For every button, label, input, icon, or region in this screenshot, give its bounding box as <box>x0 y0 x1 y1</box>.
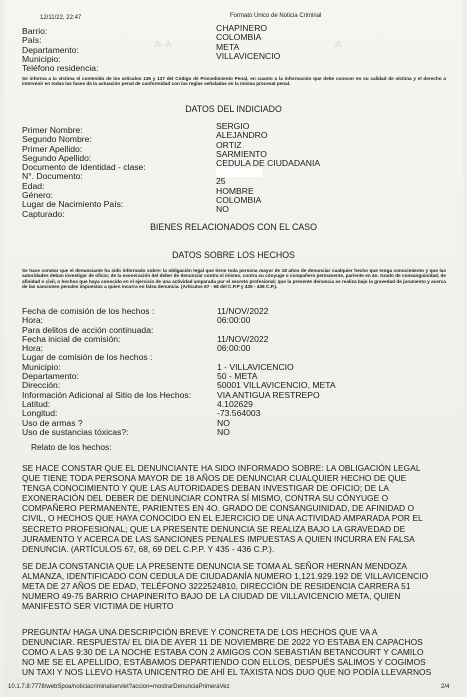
relato-line: MANIFESTÓ SER VICTIMA DE HURTO <box>22 601 174 612</box>
relato-line: COMPAÑERO PERMANENTE, PARIENTES EN 4O. GRADO DE CONSANGUINIDAD, DE AFINIDAD O <box>22 503 415 514</box>
relato-label: Relato de los hechos: <box>31 442 112 452</box>
document-page <box>4 0 463 697</box>
relato-line: CIVIL, O HECHOS QUE HAYA CONOCIDO EN EL EJERCICIO DE UNA ACTIVIDAD AMPARADA POR EL <box>22 513 423 524</box>
relato-line: TENGA CONOCIMIENTO Y QUE LAS AUTORIDADES DEBAN INVESTIGAR DE OFICIO; DE LA <box>22 483 390 494</box>
hechos-value: 06:00:00 <box>217 315 251 326</box>
victim-notice: Se informa a la víctima el contenido de los artículos 136 y 137 del Código de Procedimiento Penal, en cuanto a la información que debe conocer en su calidad de víctima y el derecho a intervenir en todas las fases de la actuación penal de conformidad con las reglas señaladas en la misma procesal penal. <box>22 76 446 87</box>
relato-line: SE DEJA CONSTANCIA QUE LA PRESENTE DENUNCIA SE TOMA AL SEÑOR HERNÁN MENDOZA <box>22 561 408 571</box>
indiciado-label: Edad: <box>22 180 45 191</box>
indiciado-labels <box>22 126 146 219</box>
hechos-label: Hora: <box>22 315 44 326</box>
relato-line: COMO A LAS 9:30 DE LA NOCHE ESTABA CON 2 AMIGOS CON SEBASTIÁN BETANCOURT Y CAMILO <box>22 647 424 658</box>
hechos-value: 50001 VILLAVICENCIO, META <box>217 380 336 391</box>
indiciado-label: Segundo Nombre: <box>22 134 92 145</box>
indiciado-values <box>216 122 320 215</box>
relato-line: DENUNCIA. (ARTÍCULOS 67, 68, 69 DEL C.P.P. Y 435 - 436 C.P.). <box>22 543 275 554</box>
location-label: País: <box>22 35 42 46</box>
relato-line: JURAMENTO Y ACERCA DE LAS SANCIONES PENALES IMPUESTAS A QUIEN INCURRA EN FALSA <box>22 533 415 544</box>
hechos-label: Uso de armas ? <box>22 417 83 428</box>
indiciado-value: COLOMBIA <box>216 195 262 206</box>
form-title: Formato Unico de Noticia Criminal <box>230 13 322 19</box>
location-value: COLOMBIA <box>216 32 262 43</box>
location-values <box>216 24 280 61</box>
relato-paragraph-1 <box>22 463 446 554</box>
hechos-value: 50 - META <box>217 371 258 382</box>
indiciado-label: Capturado: <box>22 208 65 219</box>
relato-line: SE HACE CONSTAR QUE EL DENUNCIANTE HA SIDO INFORMADO SOBRE: LA OBLIGACIÓN LEGAL <box>22 463 421 473</box>
indiciado-value: CEDULA DE CIUDADANIA <box>216 158 321 169</box>
indiciado-value: SERGIO <box>216 121 250 131</box>
relato-line: SECRETO PROFESIONAL; QUE LA PRESENTE DENUNCIA SE REALIZA BAJO LA GRAVEDAD DE <box>22 523 406 534</box>
print-datetime: 12/11/22, 22:47 <box>40 15 82 21</box>
hechos-label: Fecha de comisión de los hechos : <box>22 306 155 316</box>
hechos-value: NO <box>217 426 230 437</box>
indiciado-label: Lugar de Nacimiento País: <box>22 199 124 210</box>
hechos-value: -73.564003 <box>217 408 261 419</box>
footer-url: 10.1.7.8:7778/webSpoa/noticiacriminalservlet?accion=mostrarDenunciaPrimeraVez <box>8 684 230 690</box>
section-title-bienes: BIENES RELACIONADOS CON EL CASO <box>150 222 317 232</box>
hechos-label: Hora: <box>22 343 44 354</box>
hechos-label: Latitud: <box>22 398 51 409</box>
indiciado-value: 25 <box>216 176 226 187</box>
relato-line: DENUNCIAR. RESPUESTA/ EL DIA DE AYER 11 DE NOVIEMBRE DE 2022 YO ESTABA EN CAPACHOS <box>22 637 423 648</box>
hechos-label: Lugar de comisión de los hechos : <box>22 352 153 363</box>
page-number: 2/4 <box>441 684 450 690</box>
hechos-label: Dirección: <box>22 380 61 391</box>
hechos-label: Longitud: <box>22 408 58 419</box>
location-label: Departamento: <box>22 44 79 55</box>
indiciado-label: Primer Nombre: <box>22 125 83 135</box>
location-value: VILLAVICENCIO <box>216 50 281 61</box>
section-title-indiciado: DATOS DEL INDICIADO <box>185 104 282 114</box>
hechos-value: 11/NOV/2022 <box>217 306 269 316</box>
relato-line: PREGUNTA/ HAGA UNA DESCRIPCIÓN BREVE Y CONCRETA DE LOS HECHOS QUE VA A <box>22 627 378 637</box>
relato-line: NO ME SE EL APELLIDO, ESTÁBAMOS DEPARTIENDO CON ELLOS, DESPUÉS SALIMOS Y COGIMOS <box>22 657 426 668</box>
location-labels <box>22 27 98 73</box>
indiciado-value: SARMIENTO <box>216 148 267 159</box>
indiciado-label: Segundo Apellido: <box>22 152 92 163</box>
indiciado-value: ORTIZ <box>216 139 242 150</box>
indiciado-value: NO <box>216 204 229 215</box>
hechos-label: Fecha inicial de comisión: <box>22 333 121 344</box>
hechos-label: Departamento: <box>22 371 79 382</box>
indiciado-label: N°. Documento: <box>22 171 83 182</box>
location-label: Municipio: <box>22 53 61 64</box>
location-value: CHAPINERO <box>216 23 268 33</box>
indiciado-label: Documento de Identidad - clase: <box>22 162 146 173</box>
bleed-through-mark: ⁂ <box>334 40 342 49</box>
hechos-label: Información Adicional al Sitio de los Hechos: <box>22 389 192 400</box>
hechos-value: NO <box>217 417 230 428</box>
hechos-labels <box>22 307 191 437</box>
relato-line: EXONERACIÓN DEL DEBER DE DENUNCIAR CONTRA SÍ MISMO, CONTRA SU CÓNYUGE O <box>22 493 389 504</box>
relato-line: QUE TIENE TODA PERSONA MAYOR DE 18 AÑOS DE DENUNCIAR CUALQUIER HECHO DE QUE <box>22 473 407 484</box>
location-label: Barrio: <box>22 26 48 36</box>
hechos-label: Municipio: <box>22 361 61 372</box>
indiciado-label: Primer Apellido: <box>22 143 83 154</box>
hechos-value: 11/NOV/2022 <box>217 333 269 344</box>
hechos-value: VIA ANTIGUA RESTREPO <box>217 389 320 400</box>
relato-paragraph-3 <box>22 627 446 677</box>
hechos-value: 1 - VILLAVICENCIO <box>217 361 294 372</box>
indiciado-label: Género: <box>22 190 54 201</box>
relato-line: NUMERO 49-75 BARRIO CHAPINERITO BAJO DE LA CIUDAD DE VILLAVICENCIO META, QUIEN <box>22 591 401 602</box>
hechos-label: Uso de sustancias tóxicas?: <box>22 426 129 437</box>
relato-line: UN TAXI Y NOS LLEVO HASTA UNICENTRO DE AHÍ EL TAXISTA NOS DUO QUE NO PODÍA LLEVARNOS <box>22 667 432 678</box>
hechos-values <box>217 307 336 437</box>
indiciado-value: HOMBRE <box>216 185 254 196</box>
relato-paragraph-2 <box>22 561 446 611</box>
bleed-through-mark: ⁂ ⁂ <box>154 40 173 49</box>
location-label: Teléfono residencia: <box>22 63 99 74</box>
legal-notice: Se hace constar que el denunciante ha sido informado sobre: la obligación legal que tiene toda persona mayor de 18 años de denunciar cualquier hecho que tenga conocimiento y que las autoridades deban investigar de oficio; de la exoneración del deber de denunciar contra sí mismo, contra su cónyuge o compañero permanente, pariente en 4o. Grado de consanguinidad, de afinidad o civil, o hechos que haya conocido en el ejercicio de una actividad amparada por el secreto profesional; que la presente denuncia se realiza bajo la gravedad de juramento y acerca de las sanciones penales impuestas a quien incurra en falsa denuncia. (Artículos 67 - 68 del C.P.P y 435 - 436 C.P.). <box>22 268 446 290</box>
hechos-value: 4.102629 <box>217 398 253 409</box>
hechos-label: Para delitos de acción continuada: <box>22 324 154 335</box>
hechos-value: 06:00:00 <box>217 343 251 354</box>
indiciado-value: ALEJANDRO <box>216 130 268 141</box>
relato-line: META DE 27 AÑOS DE EDAD, TELÉFONO 3222524810, DIRECCIÓN DE RESIDENCIA CARRERA 51 <box>22 581 411 592</box>
location-value: META <box>216 41 240 52</box>
relato-line: ALMANZA, IDENTIFICADO CON CEDULA DE CIUDADANÍA NUMERO 1,121.929.192 DE VILLAVICENCIO <box>22 571 429 582</box>
section-title-hechos: DATOS SOBRE LOS HECHOS <box>172 250 295 260</box>
